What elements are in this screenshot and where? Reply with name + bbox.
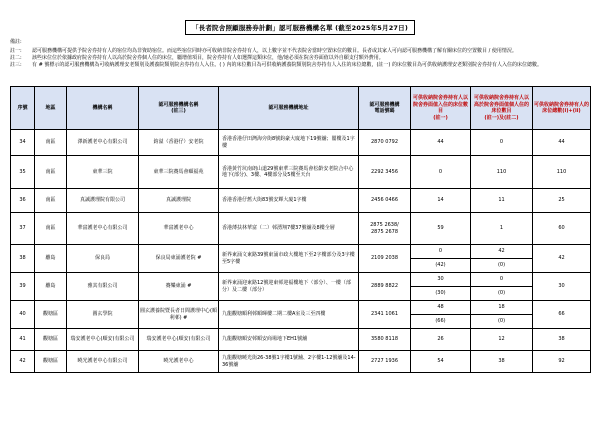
cell-places-b: 11 <box>471 189 533 213</box>
cell-provider-name: 華富護老中心 <box>139 213 219 245</box>
header-address: 認可服務機構地址 <box>219 87 359 130</box>
cell-organisation: 圓玄學院 <box>67 301 139 329</box>
cell-places-a: 59 <box>411 213 471 245</box>
table-header-row <box>11 87 591 130</box>
cell-serial: 38 <box>11 245 35 273</box>
service-provider-table <box>10 86 591 373</box>
cell-address: 香港香港仔田灣海旁街8號鈞豪大廈地下19號舖；閣樓及1字樓 <box>219 130 359 156</box>
cell-organisation: 華富護老中心有限公司 <box>67 213 139 245</box>
header-places-above-voucher-value: 可供收納院舍券持有人以高於院舍券面值個人住的床位數目 (註一)及(註二) <box>471 87 533 130</box>
table-row <box>11 351 591 373</box>
cell-telephone: 2889 8822 <box>359 273 411 301</box>
cell-places-b: 42 <box>471 245 533 259</box>
cell-district: 觀塘區 <box>35 329 67 351</box>
cell-address: 九龍觀塘曉光街26-38號1字樓1號舖、2字樓1-12號舖及14-36號舖 <box>219 351 359 373</box>
cell-places-a: 14 <box>411 189 471 213</box>
cell-places-a: 26 <box>411 329 471 351</box>
cell-address: 新界東涌迎東路12號迎東邨迎福樓地下（部分）、一樓（部分）及二樓（部分） <box>219 273 359 301</box>
cell-serial: 40 <box>11 301 35 329</box>
cell-serial: 37 <box>11 213 35 245</box>
cell-total: 42 <box>533 245 591 273</box>
cell-places-b: 12 <box>471 329 533 351</box>
cell-district: 觀塘區 <box>35 301 67 329</box>
remark-note-number: 註一: <box>10 48 22 54</box>
cell-address: 九龍觀塘順利邨順暉樓二期二樓A室及三至四樓 <box>219 301 359 329</box>
cell-places-b: 38 <box>471 351 533 373</box>
cell-places-b: 110 <box>471 156 533 189</box>
cell-district: 南區 <box>35 189 67 213</box>
cell-telephone: 2341 1061 <box>359 301 411 329</box>
table-row <box>11 189 591 213</box>
cell-places-a: 0 <box>411 156 471 189</box>
cell-serial: 39 <box>11 273 35 301</box>
header-district: 地區 <box>35 87 67 130</box>
cell-places-a: 54 <box>411 351 471 373</box>
cell-total: 92 <box>533 351 591 373</box>
cell-organisation: 真誠護理院有限公司 <box>67 189 139 213</box>
remarks-section <box>10 39 590 69</box>
cell-serial: 36 <box>11 189 35 213</box>
table-row <box>11 273 591 287</box>
header-provider-name: 認可服務機構名稱 (註三) <box>139 87 219 130</box>
cell-places-a: 48 <box>411 301 471 315</box>
table-row <box>11 130 591 156</box>
cell-organisation: 保良局 <box>67 245 139 273</box>
cell-address: 新界東涌文東路39號東涌市政大樓地下至2字樓部分及3字樓至5字樓 <box>219 245 359 273</box>
cell-places-b-nursing: (0) <box>471 259 533 273</box>
header-places-at-voucher-value: 可供收納院舍券持有人以院舍券面值入住的床位數目 (註一) <box>411 87 471 130</box>
remarks-heading: 備註: <box>10 39 22 45</box>
cell-provider-name: 曉光護老中心 <box>139 351 219 373</box>
header-serial: 序號 <box>11 87 35 130</box>
cell-total: 66 <box>533 301 591 329</box>
cell-provider-name: 圓玄護養院暨長者日間護理中心(順利邨) # <box>139 301 219 329</box>
cell-serial: 34 <box>11 130 35 156</box>
remark-note-text: 該些床位位於依據政府院舍券持有人以高於院舍券個人住的床位，屬增值項目，院舍券持有人如選擇這類床位，他/她必須在院舍券面值以外自願支付額外費用。 <box>32 55 384 61</box>
cell-provider-name: 真誠護理院 <box>139 189 219 213</box>
cell-district: 南區 <box>35 156 67 189</box>
cell-total: 44 <box>533 130 591 156</box>
cell-address: 九龍觀塘順安邨順安商場地下EH1號舖 <box>219 329 359 351</box>
cell-address: 香港黃竹坑南朗山道29號東華三院賽馬會松齡安老院合中心地下(部分)、3樓、4樓部分及5樓至天台 <box>219 156 359 189</box>
cell-total: 110 <box>533 156 591 189</box>
table-row <box>11 301 591 315</box>
cell-telephone: 3580 8118 <box>359 329 411 351</box>
cell-organisation: 雅其有限公司 <box>67 273 139 301</box>
table-row <box>11 213 591 245</box>
cell-district: 離島 <box>35 273 67 301</box>
cell-total: 30 <box>533 273 591 301</box>
cell-provider-name: 東華三院賽馬會頤福苑 <box>139 156 219 189</box>
cell-places-b: 0 <box>471 273 533 287</box>
table-row <box>11 329 591 351</box>
cell-telephone: 2456 0466 <box>359 189 411 213</box>
header-telephone: 認可服務機構 電話號碼 <box>359 87 411 130</box>
table-row <box>11 156 591 189</box>
cell-places-b-nursing: (0) <box>471 287 533 301</box>
cell-places-b-nursing: (0) <box>471 315 533 329</box>
cell-district: 南區 <box>35 213 67 245</box>
cell-serial: 41 <box>11 329 35 351</box>
cell-address: 香港薄扶林華富（二）邨湧翔7樓37號舖及8樓全層 <box>219 213 359 245</box>
cell-places-a-nursing: (42) <box>411 259 471 273</box>
cell-total: 60 <box>533 213 591 245</box>
cell-district: 觀塘區 <box>35 351 67 373</box>
remark-note-3 <box>10 62 590 69</box>
cell-places-a: 30 <box>411 273 471 287</box>
cell-district: 南區 <box>35 130 67 156</box>
title-container <box>0 15 600 35</box>
remark-note-number: 註三: <box>10 62 22 68</box>
cell-organisation: 曉光護老中心有限公司 <box>67 351 139 373</box>
table-row <box>11 245 591 259</box>
header-total-places: 可供收納院舍券持有人的床位總數(i)+(ii) <box>533 87 591 130</box>
cell-organisation: 東華三院 <box>67 156 139 189</box>
remark-note-text: 認可服務機構可提供予院舍券持有人的宿位均為非資助宿位。而這些宿位同時亦可收納非院舍券持有人，以上數字並不代表院舍當時空置床位的數目。長者或其家人可向認可服務機構了解有關床位的空置數目 / 使用情況。 <box>32 48 517 54</box>
cell-organisation: 澤新護老中心有限公司 <box>67 130 139 156</box>
remark-note-2 <box>10 55 590 62</box>
cell-serial: 35 <box>11 156 35 189</box>
cell-telephone: 2292 3456 <box>359 156 411 189</box>
cell-places-b: 1 <box>471 213 533 245</box>
cell-address: 香港香港仔舊大街83號安輝大廈1字樓 <box>219 189 359 213</box>
header-organisation: 機構名稱 <box>67 87 139 130</box>
cell-places-b: 0 <box>471 130 533 156</box>
cell-total: 25 <box>533 189 591 213</box>
remark-note-1 <box>10 48 590 55</box>
cell-provider-name: 賽樂東涌 # <box>139 273 219 301</box>
cell-telephone: 2109 2038 <box>359 245 411 273</box>
cell-district: 離島 <box>35 245 67 273</box>
remark-note-number: 註二: <box>10 55 22 61</box>
cell-serial: 42 <box>11 351 35 373</box>
cell-places-a-nursing: (30) <box>411 287 471 301</box>
cell-places-b: 18 <box>471 301 533 315</box>
cell-organisation: 瑞安護老中心(順安)有限公司 <box>67 329 139 351</box>
cell-telephone: 2870 0792 <box>359 130 411 156</box>
cell-telephone: 2875 2638/ 2875 2678 <box>359 213 411 245</box>
cell-places-a: 44 <box>411 130 471 156</box>
cell-total: 38 <box>533 329 591 351</box>
cell-places-a: 0 <box>411 245 471 259</box>
document-title: 「長者院舍照顧服務券計劃」認可服務機構名單 (截至2025年5月27日) <box>185 20 415 35</box>
cell-provider-name: 鈞溢（香港仔）安老院 <box>139 130 219 156</box>
cell-telephone: 2727 1936 <box>359 351 411 373</box>
cell-provider-name: 保良局東涌護老院 # <box>139 245 219 273</box>
remark-note-text: 有 # 號標示的認可服務機構為可收納護理安老類別及護養院類別院舍券持有人入住。( ) 內的床位數目為可供收納護養院類別院舍券持有人入住的床位總數，(註一) 的床位數目為可供收納護理安老類別院舍券持有人入住的床位總數。 <box>32 62 542 68</box>
cell-places-a-nursing: (66) <box>411 315 471 329</box>
cell-provider-name: 瑞安護老中心(順安)有限公司 <box>139 329 219 351</box>
